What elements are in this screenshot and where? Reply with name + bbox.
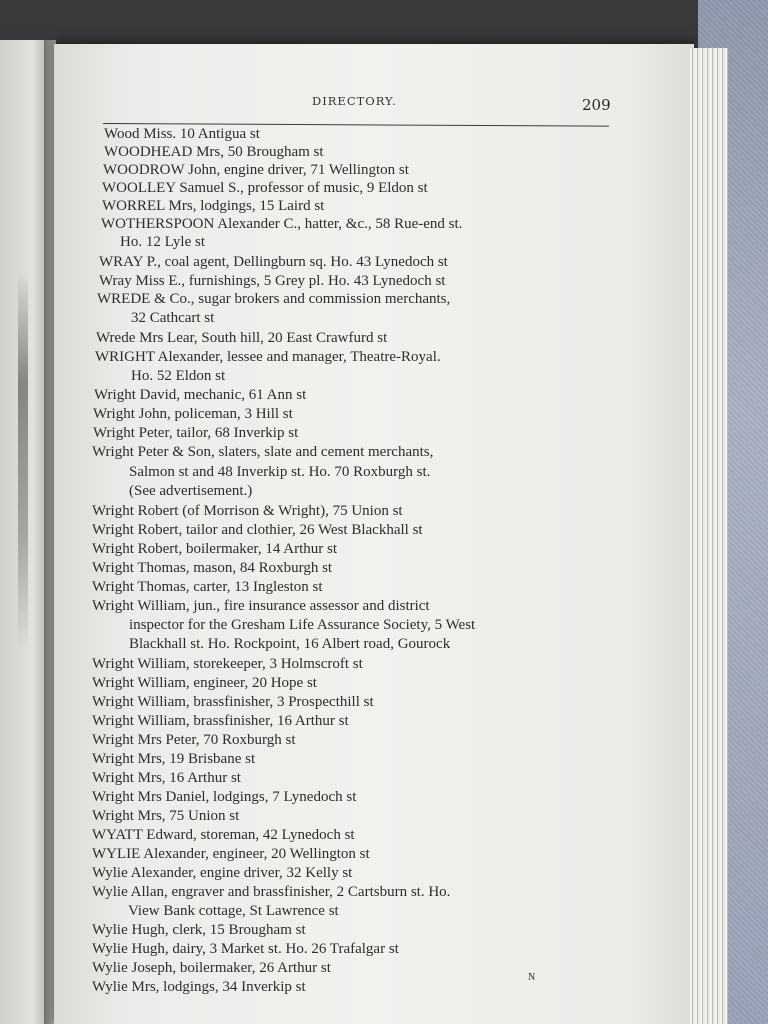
entry-continuation: Salmon st and 48 Inverkip st. Ho. 70 Roxburgh st. bbox=[129, 464, 431, 480]
entry-line: Wright Mrs Peter, 70 Roxburgh st bbox=[92, 732, 296, 748]
entry-line: WRIGHT Alexander, lessee and manager, Theatre-Royal. bbox=[95, 349, 441, 365]
page-number: 209 bbox=[582, 96, 611, 114]
entry-line: Wright William, engineer, 20 Hope st bbox=[92, 675, 317, 691]
entry-continuation: Ho. 52 Eldon st bbox=[131, 368, 226, 384]
entry-line: WYLIE Alexander, engineer, 20 Wellington st bbox=[92, 846, 370, 862]
entry-line: WOODROW John, engine driver, 71 Wellington st bbox=[103, 162, 409, 178]
entry-line: WREDE & Co., sugar brokers and commission merchants, bbox=[97, 291, 451, 307]
entry-line: Wright Mrs, 16 Arthur st bbox=[92, 770, 241, 786]
entry-line: Wylie Allan, engraver and brassfinisher, 2 Cartsburn st. Ho. bbox=[92, 884, 451, 900]
entry-line: WOTHERSPOON Alexander C., hatter, &c., 58 Rue-end st. bbox=[101, 216, 463, 232]
entry-line: Wright William, brassfinisher, 16 Arthur st bbox=[92, 713, 349, 729]
entry-continuation: 32 Cathcart st bbox=[131, 310, 215, 326]
entry-line: Wright Mrs, 75 Union st bbox=[92, 808, 240, 824]
entry-line: Wright Robert, tailor and clothier, 26 West Blackhall st bbox=[92, 522, 423, 538]
running-header: DIRECTORY. bbox=[312, 94, 397, 108]
signature-mark: N bbox=[528, 972, 536, 983]
entry-line: Wylie Hugh, clerk, 15 Brougham st bbox=[92, 922, 306, 938]
entry-line: Wright Thomas, mason, 84 Roxburgh st bbox=[92, 560, 333, 576]
entry-line: Wright Mrs, 19 Brisbane st bbox=[92, 751, 256, 767]
entry-line: Wright Peter, tailor, 68 Inverkip st bbox=[93, 425, 299, 441]
entry-line: Wylie Joseph, boilermaker, 26 Arthur st bbox=[92, 960, 331, 976]
entry-line: Wylie Hugh, dairy, 3 Market st. Ho. 26 Trafalgar st bbox=[92, 941, 399, 957]
entry-continuation: inspector for the Gresham Life Assurance Society, 5 West bbox=[129, 617, 476, 633]
entry-line: Wright Mrs Daniel, lodgings, 7 Lynedoch st bbox=[92, 789, 357, 805]
entry-line: Wright William, storekeeper, 3 Holmscroft st bbox=[92, 656, 363, 672]
entry-line: WRAY P., coal agent, Dellingburn sq. Ho. 43 Lynedoch st bbox=[99, 254, 448, 270]
entry-line: Wood Miss. 10 Antigua st bbox=[104, 126, 260, 142]
entry-continuation: (See advertisement.) bbox=[129, 483, 253, 499]
entry-line: Wright John, policeman, 3 Hill st bbox=[93, 406, 293, 422]
entry-line: Wright Peter & Son, slaters, slate and cement merchants, bbox=[92, 444, 434, 460]
entry-line: WYATT Edward, storeman, 42 Lynedoch st bbox=[92, 827, 355, 843]
entry-line: Wright William, jun., fire insurance assessor and district bbox=[92, 598, 430, 614]
entry-line: Wylie Mrs, lodgings, 34 Inverkip st bbox=[92, 979, 306, 995]
entry-continuation: Blackhall st. Ho. Rockpoint, 16 Albert road, Gourock bbox=[129, 636, 451, 652]
entry-line: Wright Robert (of Morrison & Wright), 75 Union st bbox=[92, 503, 403, 519]
entry-continuation: Ho. 12 Lyle st bbox=[120, 234, 205, 250]
entry-line: Wray Miss E., furnishings, 5 Grey pl. Ho. 43 Lynedoch st bbox=[99, 273, 446, 289]
entry-line: Wylie Alexander, engine driver, 32 Kelly st bbox=[92, 865, 353, 881]
entry-line: Wright Thomas, carter, 13 Ingleston st bbox=[92, 579, 323, 595]
entry-line: Wright David, mechanic, 61 Ann st bbox=[94, 387, 307, 403]
entry-line: WOODHEAD Mrs, 50 Brougham st bbox=[104, 144, 324, 160]
entry-line: WORREL Mrs, lodgings, 15 Laird st bbox=[102, 198, 325, 214]
entry-line: WOOLLEY Samuel S., professor of music, 9 Eldon st bbox=[102, 180, 428, 196]
entry-line: Wright Robert, boilermaker, 14 Arthur st bbox=[92, 541, 337, 557]
entry-line: Wright William, brassfinisher, 3 Prospecthill st bbox=[92, 694, 374, 710]
entry-line: Wrede Mrs Lear, South hill, 20 East Crawfurd st bbox=[96, 330, 388, 346]
entry-continuation: View Bank cottage, St Lawrence st bbox=[128, 903, 339, 919]
